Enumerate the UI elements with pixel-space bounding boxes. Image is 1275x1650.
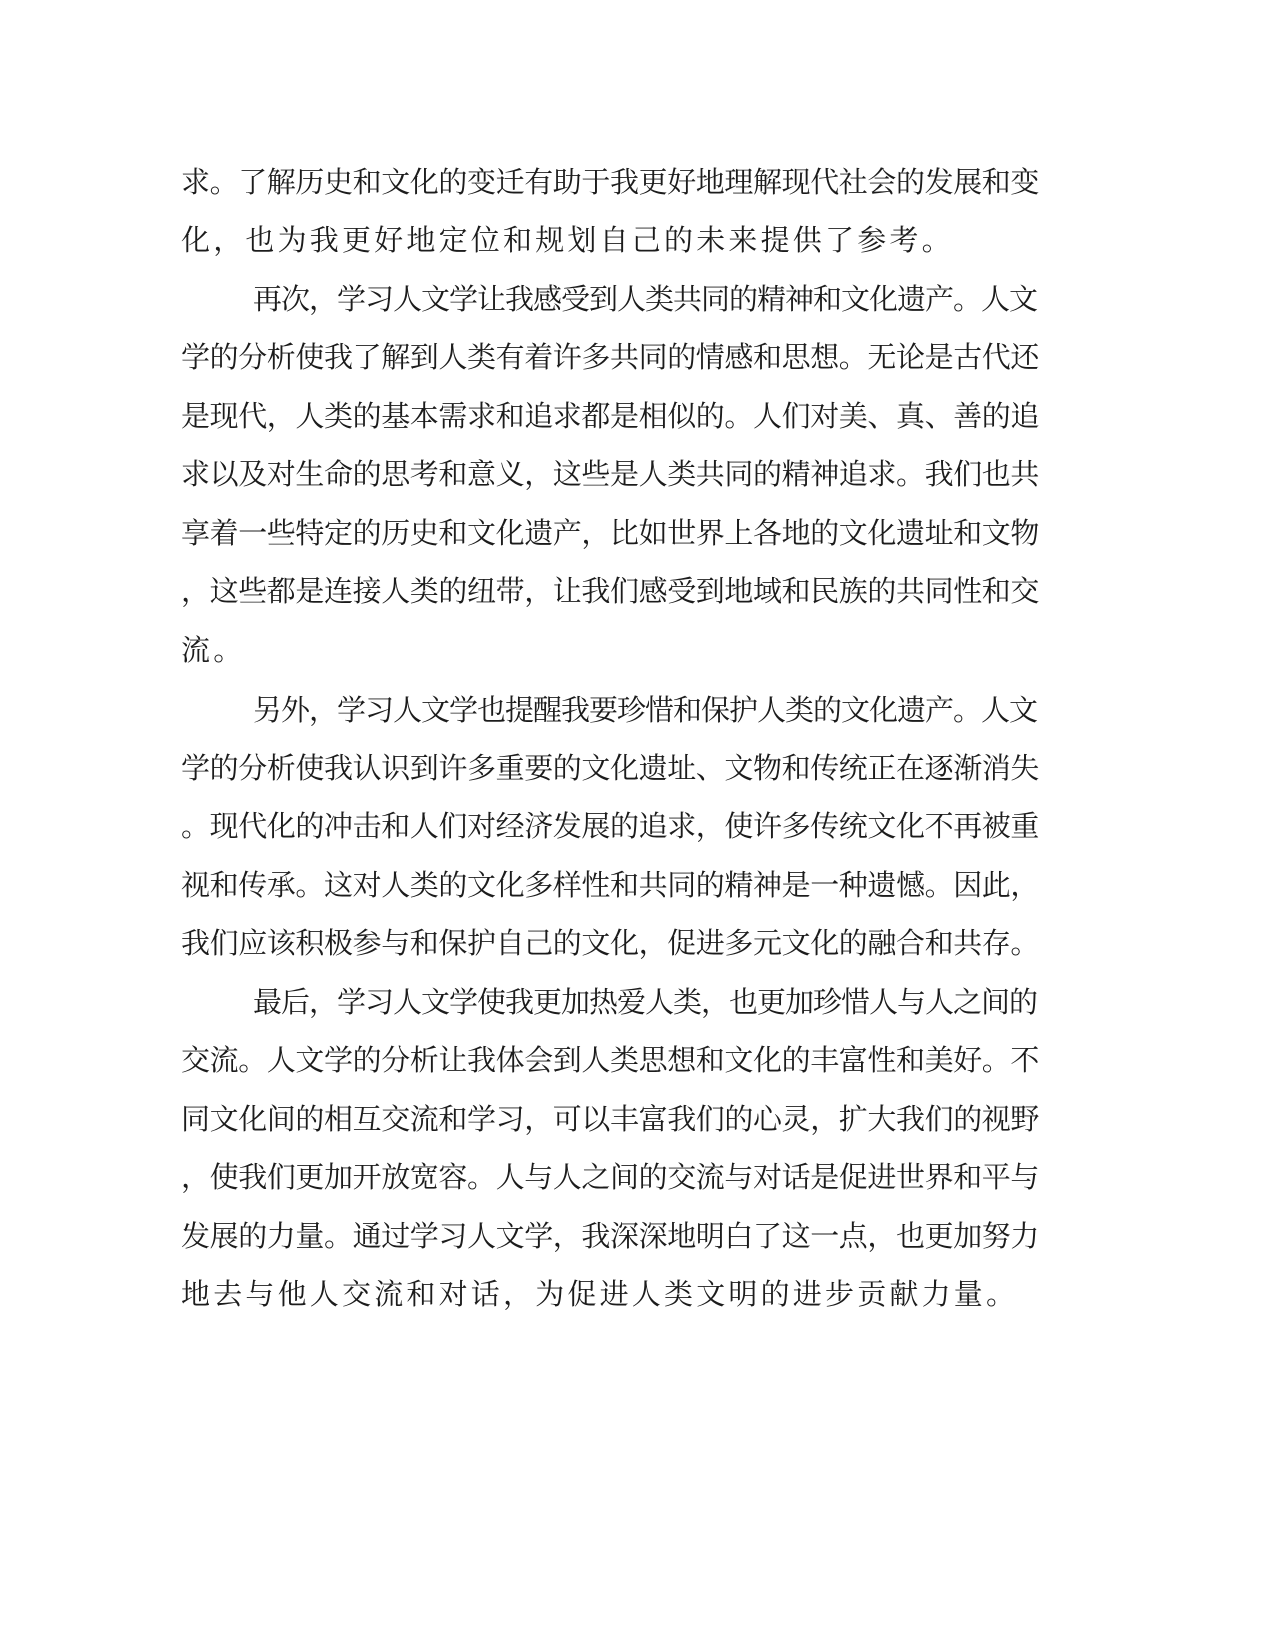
text-line: ，这些都是连接人类的纽带，让我们感受到地域和民族的共同性和交 (181, 574, 1040, 608)
text-line: 视和传承。这对人类的文化多样性和共同的精神是一种遗憾。因此， (181, 868, 1040, 902)
text-line: 学的分析使我了解到人类有着许多共同的情感和思想。无论是古代还 (181, 340, 1040, 374)
text-line: 最后，学习人文学使我更加热爱人类，也更加珍惜人与人之间的 (253, 985, 1038, 1019)
text-line: 再次，学习人文学让我感受到人类共同的精神和文化遗产。人文 (253, 282, 1038, 316)
text-line: 求以及对生命的思考和意义，这些是人类共同的精神追求。我们也共 (181, 457, 1040, 491)
text-line: 交流。人文学的分析让我体会到人类思想和文化的丰富性和美好。不 (181, 1043, 1040, 1077)
text-line: 同文化间的相互交流和学习，可以丰富我们的心灵，扩大我们的视野 (181, 1102, 1040, 1136)
text-line: 是现代，人类的基本需求和追求都是相似的。人们对美、真、善的追 (181, 399, 1040, 433)
text-line: 享着一些特定的历史和文化遗产，比如世界上各地的文化遗址和文物 (181, 516, 1040, 550)
text-line: ，使我们更加开放宽容。人与人之间的交流与对话是促进世界和平与 (181, 1160, 1040, 1194)
text-line: 地去与他人交流和对话，为促进人类文明的进步贡献力量。 (181, 1277, 1019, 1311)
text-line: 学的分析使我认识到许多重要的文化遗址、文物和传统正在逐渐消失 (181, 751, 1040, 785)
text-line: 。现代化的冲击和人们对经济发展的追求，使许多传统文化不再被重 (181, 809, 1040, 843)
text-line: 我们应该积极参与和保护自己的文化，促进多元文化的融合和共存。 (181, 926, 1040, 960)
text-line: 流。 (181, 633, 246, 667)
text-line: 另外，学习人文学也提醒我要珍惜和保护人类的文化遗产。人文 (253, 693, 1038, 727)
text-line: 化，也为我更好地定位和规划自己的未来提供了参考。 (181, 223, 954, 257)
text-line: 发展的力量。通过学习人文学，我深深地明白了这一点，也更加努力 (181, 1219, 1040, 1253)
text-line: 求。了解历史和文化的变迁有助于我更好地理解现代社会的发展和变 (181, 165, 1040, 199)
